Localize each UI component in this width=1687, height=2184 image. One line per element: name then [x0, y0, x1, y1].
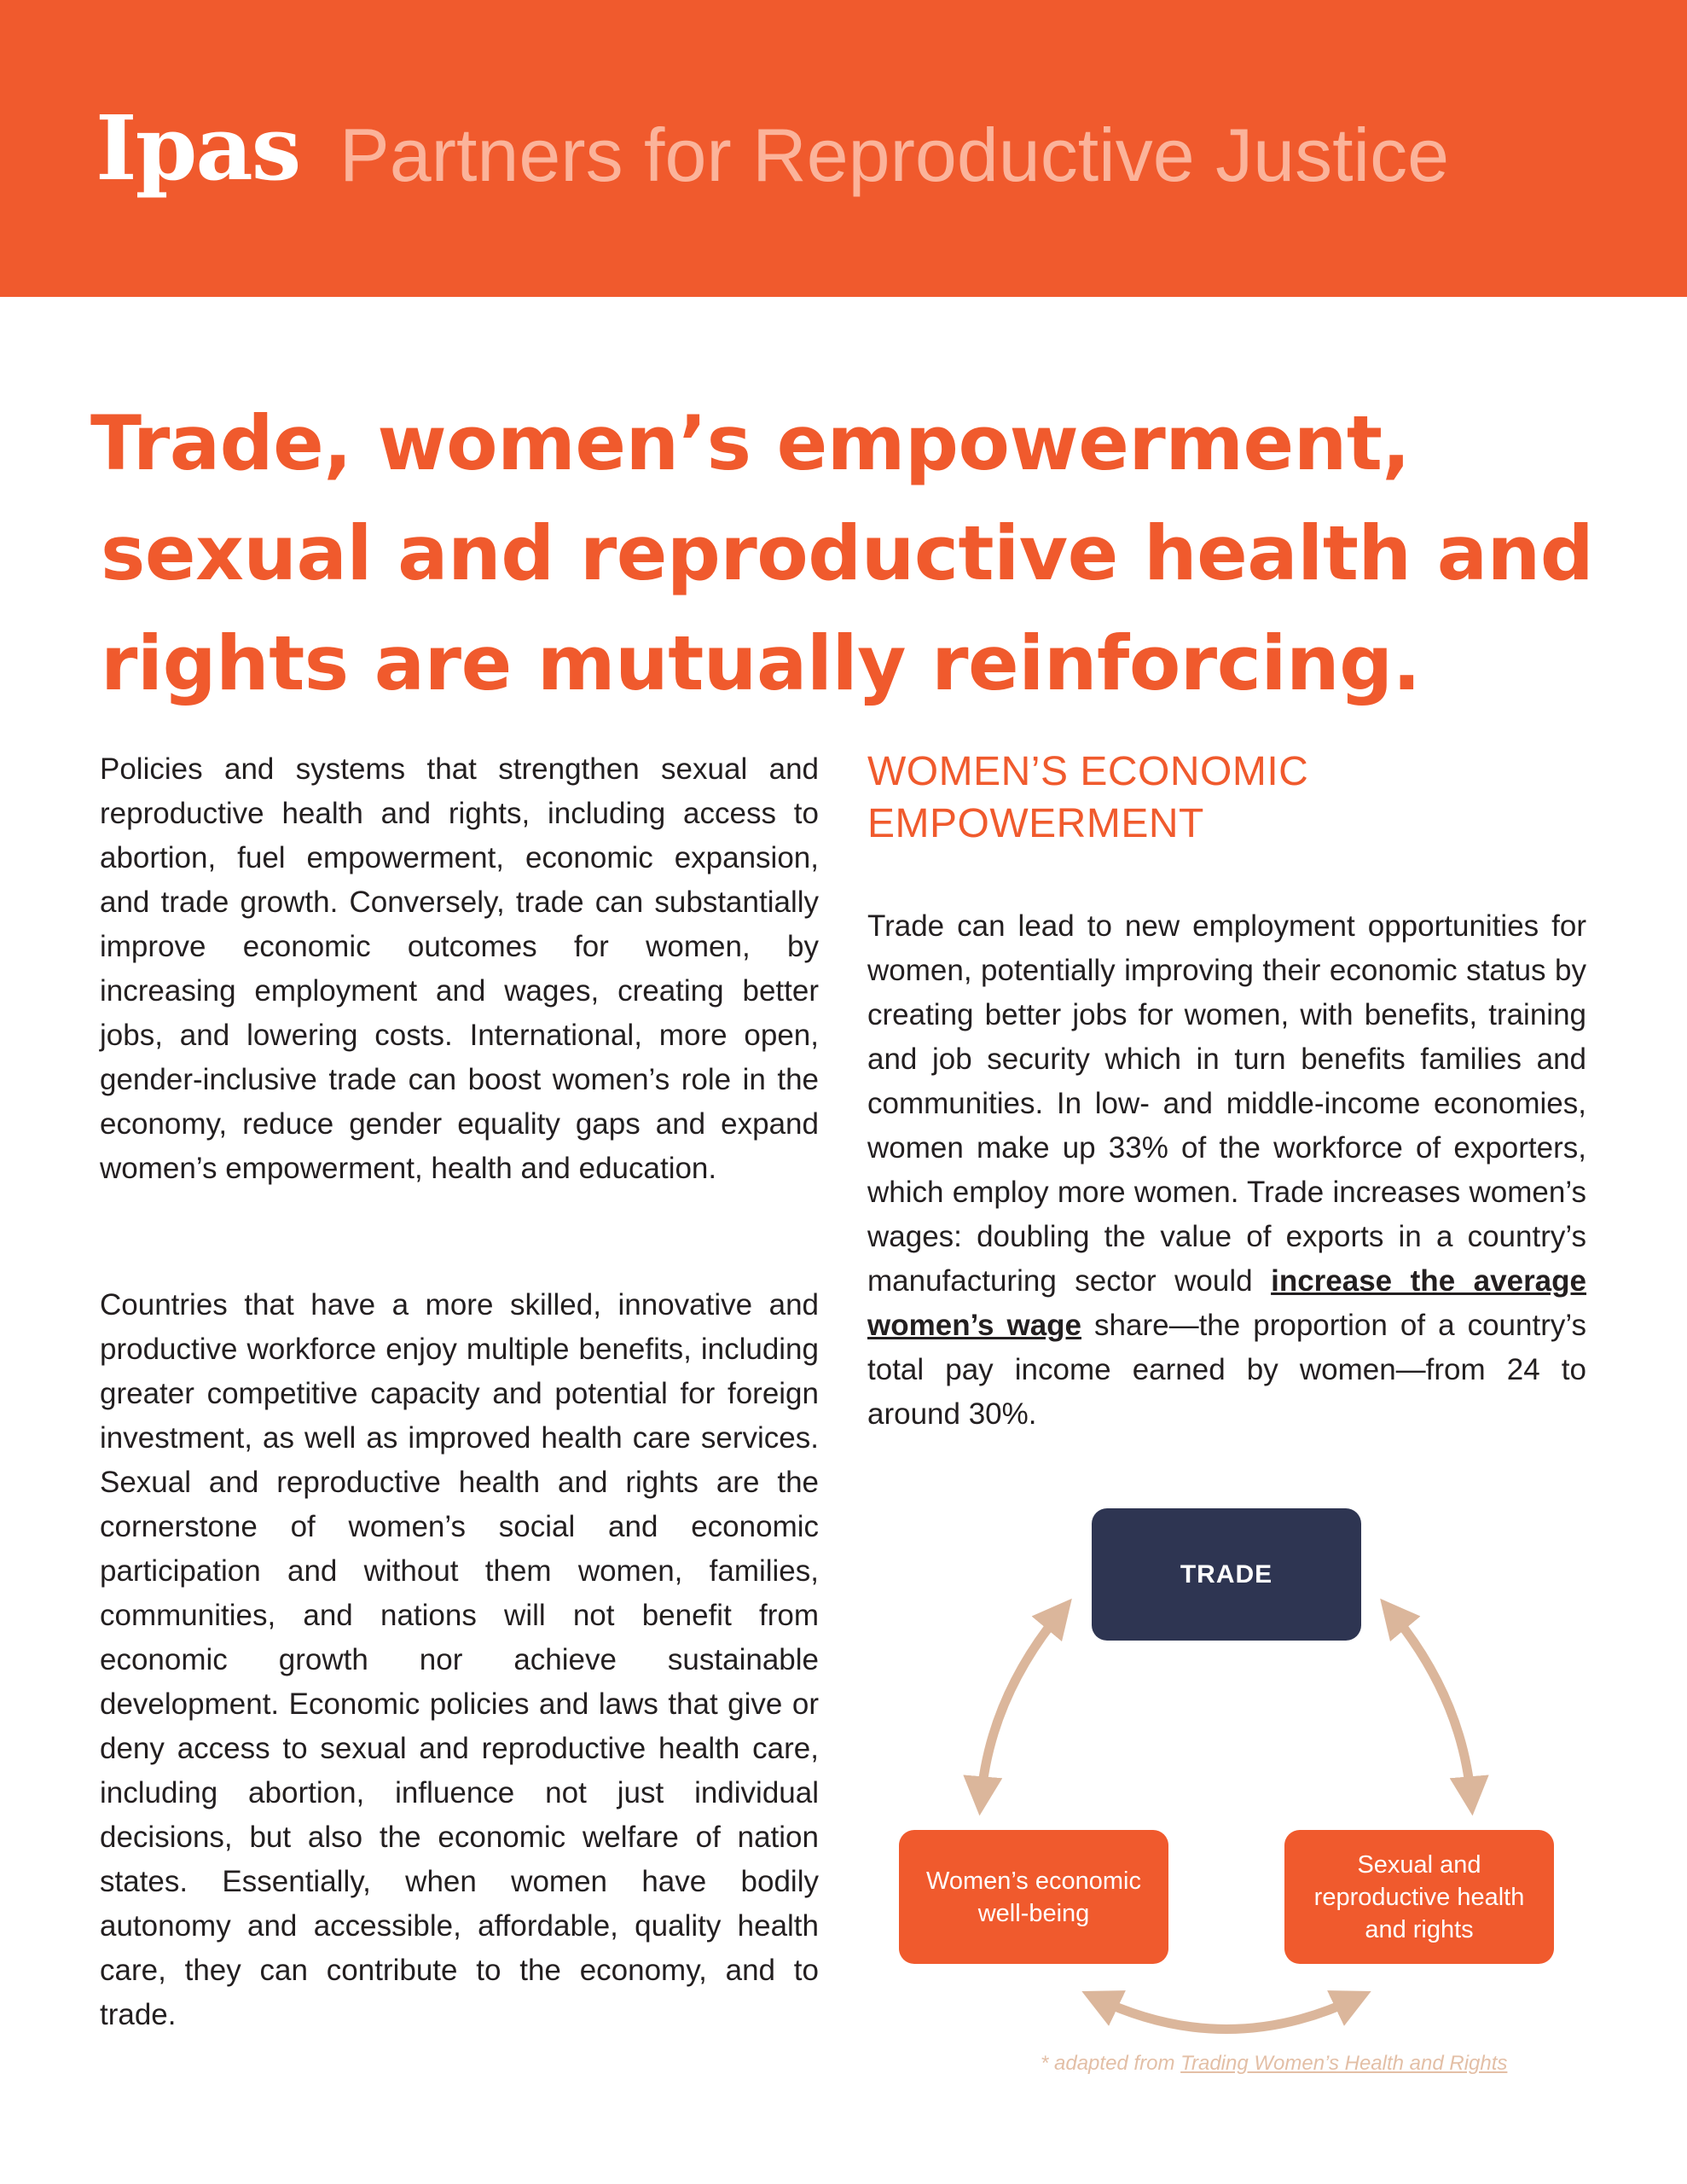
headline-line-2: sexual and reproductive health and	[101, 509, 1594, 597]
headline-line-3: rights are mutually reinforcing.	[101, 619, 1421, 707]
srhr-node: Sexual and reproductive health and rights	[1284, 1830, 1554, 1964]
arrow-trade-to-srh	[1390, 1611, 1471, 1800]
trade-cycle-diagram	[887, 1493, 1603, 2073]
right-paragraph	[867, 904, 1586, 1437]
headline-line-1: Trade, women’s empowerment,	[90, 399, 1411, 487]
header-tagline: Partners for Reproductive Justice	[339, 113, 1450, 197]
page-headline	[90, 388, 1660, 718]
footnote-source-link[interactable]: Trading Women’s Health and Rights	[1180, 2052, 1508, 2075]
right-paragraph-text-after: share—the proportion of a country’s total pay income earned by women—from 24 to around 30%.	[867, 1309, 1586, 1431]
wage-share-link[interactable]: increase the average women’s wage	[867, 1264, 1586, 1342]
economic-wellbeing-node: Women’s economic well-being	[899, 1830, 1168, 1964]
header-band	[0, 0, 1687, 297]
footnote	[1041, 2052, 1507, 2076]
arrow-trade-to-economic	[981, 1611, 1062, 1800]
section-heading-economic-empowerment: WOMEN’S ECONOMIC EMPOWERMENT	[867, 749, 1309, 846]
arrow-economic-to-srh	[1096, 1998, 1357, 2030]
trade-node: TRADE	[1092, 1508, 1361, 1641]
ipas-logo: Ipas	[96, 96, 300, 200]
footnote-prefix: * adapted from	[1041, 2052, 1181, 2075]
left-paragraph-1: Policies and systems that strengthen sexual and reproductive health and rights, including access to abortion, fuel empowerment, economic expansion, and trade growth. Conversely, trade can substantially improve economic outcomes for women, by increasing employment and wages, creating better jobs, and lowering costs. International, more open, gender-inclusive trade can boost women’s role in the economy, reduce gender equality gaps and expand women’s empowerment, health and education.	[100, 752, 819, 1185]
left-paragraph-2: Countries that have a more skilled, innovative and productive workforce enjoy multiple benefits, including greater competitive capacity and potential for foreign investment, as well as improved health care services. Sexual and reproductive health and rights are the cornerstone of women’s social and economic participation and without them women, families, communities, and nations will not benefit from economic growth nor achieve sustainable development. Economic policies and laws that give or deny access to sexual and reproductive health care, including abortion, influence not just individual decisions, but also the economic welfare of nation states. Essentially, when women have bodily autonomy and accessible, affordable, quality health care, they can contribute to the economy, and to trade.	[100, 1288, 819, 2031]
right-paragraph-text-before: Trade can lead to new employment opportunities for women, potentially improving their economic status by creating better jobs for women, with benefits, training and job security which in turn benefits families and communities. In low- and middle-income economies, women make up 33% of the workforce of exporters, which employ more women. Trade increases women’s wages: doubling the value of exports in a country’s manufacturing sector would	[867, 909, 1586, 1298]
